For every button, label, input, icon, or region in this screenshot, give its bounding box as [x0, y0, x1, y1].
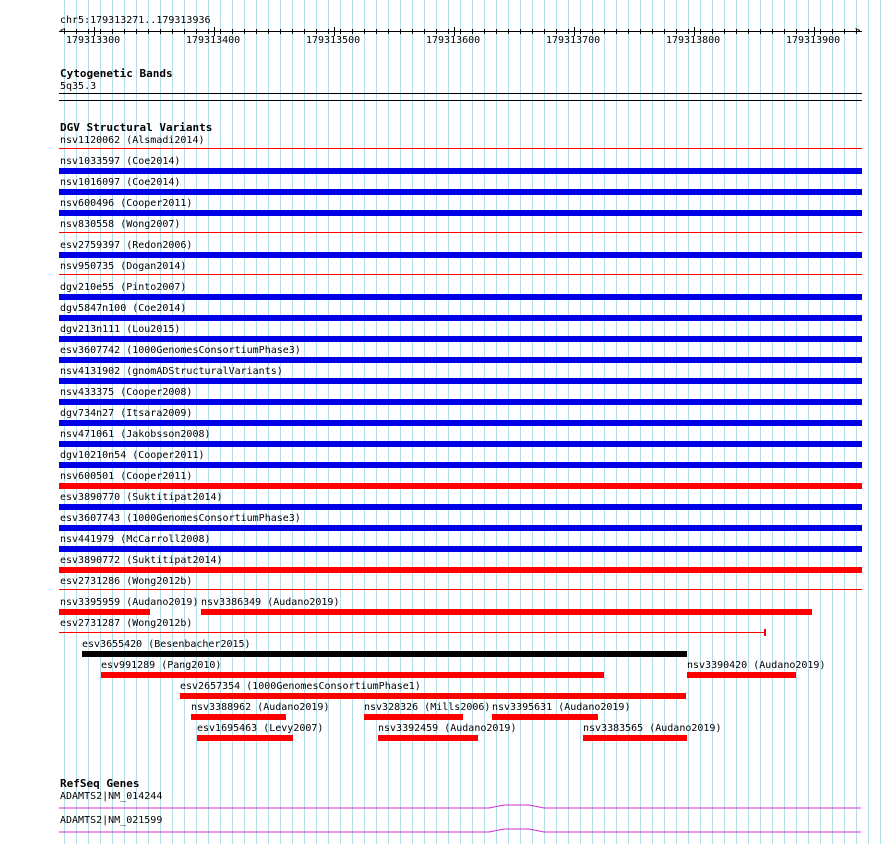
minor-tick: [460, 29, 461, 34]
sv-label[interactable]: esv2731286 (Wong2012b): [60, 576, 193, 587]
minor-tick: [304, 29, 305, 34]
sv-label[interactable]: esv1695463 (Levy2007): [197, 723, 324, 734]
sv-label[interactable]: nsv1033597 (Coe2014): [60, 156, 181, 167]
sv-bar-loss[interactable]: [191, 714, 286, 720]
sv-label[interactable]: nsv328326 (Mills2006): [364, 702, 491, 713]
sv-bar-loss[interactable]: [59, 483, 862, 489]
minor-tick: [472, 29, 473, 34]
minor-tick: [580, 29, 581, 34]
sv-label[interactable]: nsv600501 (Cooper2011): [60, 471, 193, 482]
sv-label[interactable]: esv2657354 (1000GenomesConsortiumPhase1): [180, 681, 421, 692]
sv-bar-loss-thin[interactable]: [59, 148, 862, 149]
cytoband-label[interactable]: 5q35.3: [60, 81, 97, 92]
sv-label[interactable]: nsv3392459 (Audano2019): [378, 723, 517, 734]
sv-bar-gain[interactable]: [59, 315, 862, 321]
ruler-tick-label: 179313800: [666, 35, 721, 46]
minor-tick: [616, 29, 617, 34]
cytoband-line: [59, 93, 862, 94]
sv-bar-loss[interactable]: [364, 714, 463, 720]
sv-label[interactable]: esv3890772 (Suktitipat2014): [60, 555, 223, 566]
minor-tick: [340, 29, 341, 34]
minor-tick: [376, 29, 377, 34]
sv-label[interactable]: nsv1016097 (Coe2014): [60, 177, 181, 188]
minor-tick: [808, 29, 809, 34]
minor-tick: [652, 29, 653, 34]
sv-bar-loss[interactable]: [197, 735, 293, 741]
sv-label[interactable]: dgv5847n100 (Coe2014): [60, 303, 187, 314]
ruler-tick-label: 179313900: [786, 35, 841, 46]
minor-tick: [664, 29, 665, 34]
minor-tick: [208, 29, 209, 34]
sv-bar-loss[interactable]: [492, 714, 598, 720]
minor-tick: [448, 29, 449, 34]
sv-label[interactable]: nsv600496 (Cooper2011): [60, 198, 193, 209]
sv-bar-loss[interactable]: [201, 609, 812, 615]
minor-tick: [772, 29, 773, 34]
minor-tick: [628, 29, 629, 34]
sv-bar-gain[interactable]: [59, 378, 862, 384]
sv-label[interactable]: nsv3395631 (Audano2019): [492, 702, 631, 713]
sv-bar-loss-thin[interactable]: [59, 589, 862, 590]
sv-bar-gain[interactable]: [59, 525, 862, 531]
sv-label[interactable]: nsv471061 (Jakobsson2008): [60, 429, 211, 440]
sv-label[interactable]: nsv441979 (McCarroll2008): [60, 534, 211, 545]
minor-tick: [820, 29, 821, 34]
minor-tick: [712, 29, 713, 34]
minor-tick: [556, 29, 557, 34]
sv-bar-gain[interactable]: [59, 210, 862, 216]
minor-tick: [352, 29, 353, 34]
sv-label[interactable]: nsv3390420 (Audano2019): [687, 660, 826, 671]
minor-tick: [244, 29, 245, 34]
sv-bar-gain[interactable]: [59, 294, 862, 300]
sv-bar-gain[interactable]: [59, 546, 862, 552]
sv-bar-gain[interactable]: [59, 462, 862, 468]
minor-tick: [724, 29, 725, 34]
minor-tick: [328, 29, 329, 34]
sv-bar-loss[interactable]: [59, 567, 862, 573]
ruler-right-arrow[interactable]: >: [855, 26, 861, 36]
gene-label[interactable]: ADAMTS2|NM_021599: [60, 815, 163, 826]
minor-tick: [160, 29, 161, 34]
minor-tick: [640, 29, 641, 34]
dgv-track-title: DGV Structural Variants: [60, 121, 213, 134]
ruler-left-arrow[interactable]: <: [60, 26, 66, 36]
minor-tick: [484, 29, 485, 34]
ruler-tick-label: 179313600: [426, 35, 481, 46]
ruler-tick-label: 179313300: [66, 35, 121, 46]
sv-bar-gain[interactable]: [59, 252, 862, 258]
minor-tick: [88, 29, 89, 34]
minor-tick: [400, 29, 401, 34]
minor-tick: [256, 29, 257, 34]
sv-label[interactable]: nsv3388962 (Audano2019): [191, 702, 330, 713]
sv-label[interactable]: esv3607743 (1000GenomesConsortiumPhase3): [60, 513, 301, 524]
minor-tick: [784, 29, 785, 34]
gene-model[interactable]: [59, 826, 861, 838]
minor-tick: [172, 29, 173, 34]
minor-tick: [436, 29, 437, 34]
minor-tick: [796, 29, 797, 34]
sv-label[interactable]: dgv734n27 (Itsara2009): [60, 408, 193, 419]
minor-tick: [280, 29, 281, 34]
minor-tick: [196, 29, 197, 34]
sv-bar-loss[interactable]: [101, 672, 604, 678]
minor-tick: [496, 29, 497, 34]
sv-label[interactable]: esv3655420 (Besenbacher2015): [82, 639, 251, 650]
sv-bar-loss-thin[interactable]: [59, 632, 765, 633]
sv-bar-gain[interactable]: [59, 168, 862, 174]
sv-label[interactable]: nsv3395959 (Audano2019): [60, 597, 199, 608]
ruler-tick-label: 179313400: [186, 35, 241, 46]
sv-bar-gain[interactable]: [59, 189, 862, 195]
sv-label[interactable]: dgv210e55 (Pinto2007): [60, 282, 187, 293]
minor-tick: [604, 29, 605, 34]
ruler-tick-label: 179313500: [306, 35, 361, 46]
minor-tick: [676, 29, 677, 34]
minor-tick: [412, 29, 413, 34]
sv-bar-loss[interactable]: [378, 735, 478, 741]
sv-label[interactable]: esv3890770 (Suktitipat2014): [60, 492, 223, 503]
sv-bar-gain[interactable]: [59, 504, 862, 510]
sv-label[interactable]: esv2759397 (Redon2006): [60, 240, 193, 251]
minor-tick: [316, 29, 317, 34]
sv-label[interactable]: dgv10210n54 (Cooper2011): [60, 450, 205, 461]
minor-tick: [508, 29, 509, 34]
minor-tick: [568, 29, 569, 34]
minor-tick: [148, 29, 149, 34]
minor-tick: [364, 29, 365, 34]
sv-bar-loss-thin[interactable]: [59, 274, 862, 275]
gene-label[interactable]: ADAMTS2|NM_014244: [60, 791, 163, 802]
minor-tick: [748, 29, 749, 34]
minor-tick: [736, 29, 737, 34]
sv-label[interactable]: nsv433375 (Cooper2008): [60, 387, 193, 398]
sv-bar-loss-thin[interactable]: [59, 232, 862, 233]
minor-tick: [76, 29, 77, 34]
sv-label[interactable]: nsv1120062 (Alsmadi2014): [60, 135, 205, 146]
sv-label[interactable]: nsv3383565 (Audano2019): [583, 723, 722, 734]
minor-tick: [844, 29, 845, 34]
minor-tick: [232, 29, 233, 34]
sv-bar-gain[interactable]: [59, 441, 862, 447]
ruler-tick-label: 179313700: [546, 35, 601, 46]
sv-label[interactable]: esv991289 (Pang2010): [101, 660, 222, 671]
sv-label[interactable]: nsv3386349 (Audano2019): [201, 597, 340, 608]
sv-end-marker: [764, 629, 766, 636]
minor-tick: [184, 29, 185, 34]
location-label: chr5:179313271..179313936: [60, 15, 211, 26]
sv-bar-loss[interactable]: [687, 672, 796, 678]
sv-bar-loss[interactable]: [180, 693, 686, 699]
minor-tick: [136, 29, 137, 34]
minor-tick: [424, 29, 425, 34]
minor-tick: [268, 29, 269, 34]
sv-label[interactable]: dgv213n111 (Lou2015): [60, 324, 181, 335]
sv-bar-gain[interactable]: [59, 420, 862, 426]
minor-tick: [544, 29, 545, 34]
sv-bar-loss[interactable]: [59, 609, 150, 615]
minor-tick: [388, 29, 389, 34]
gene-model[interactable]: [59, 802, 861, 814]
section-divider: [59, 100, 862, 101]
minor-tick: [688, 29, 689, 34]
minor-tick: [532, 29, 533, 34]
minor-tick: [100, 29, 101, 34]
sv-label[interactable]: nsv830558 (Wong2007): [60, 219, 181, 230]
minor-tick: [700, 29, 701, 34]
sv-bar-gain[interactable]: [59, 336, 862, 342]
minor-tick: [832, 29, 833, 34]
sv-bar-complex[interactable]: [82, 651, 687, 657]
sv-bar-loss[interactable]: [583, 735, 687, 741]
sv-bar-gain[interactable]: [59, 357, 862, 363]
minor-tick: [592, 29, 593, 34]
refseq-track-title: RefSeq Genes: [60, 777, 140, 790]
sv-label[interactable]: nsv950735 (Dogan2014): [60, 261, 187, 272]
minor-tick: [520, 29, 521, 34]
minor-tick: [124, 29, 125, 34]
sv-label[interactable]: esv2731287 (Wong2012b): [60, 618, 193, 629]
minor-tick: [760, 29, 761, 34]
minor-tick: [220, 29, 221, 34]
sv-bar-gain[interactable]: [59, 399, 862, 405]
cytoband-track-title: Cytogenetic Bands: [60, 67, 173, 80]
sv-label[interactable]: esv3607742 (1000GenomesConsortiumPhase3): [60, 345, 301, 356]
minor-tick: [292, 29, 293, 34]
sv-label[interactable]: nsv4131902 (gnomADStructuralVariants): [60, 366, 283, 377]
minor-tick: [112, 29, 113, 34]
